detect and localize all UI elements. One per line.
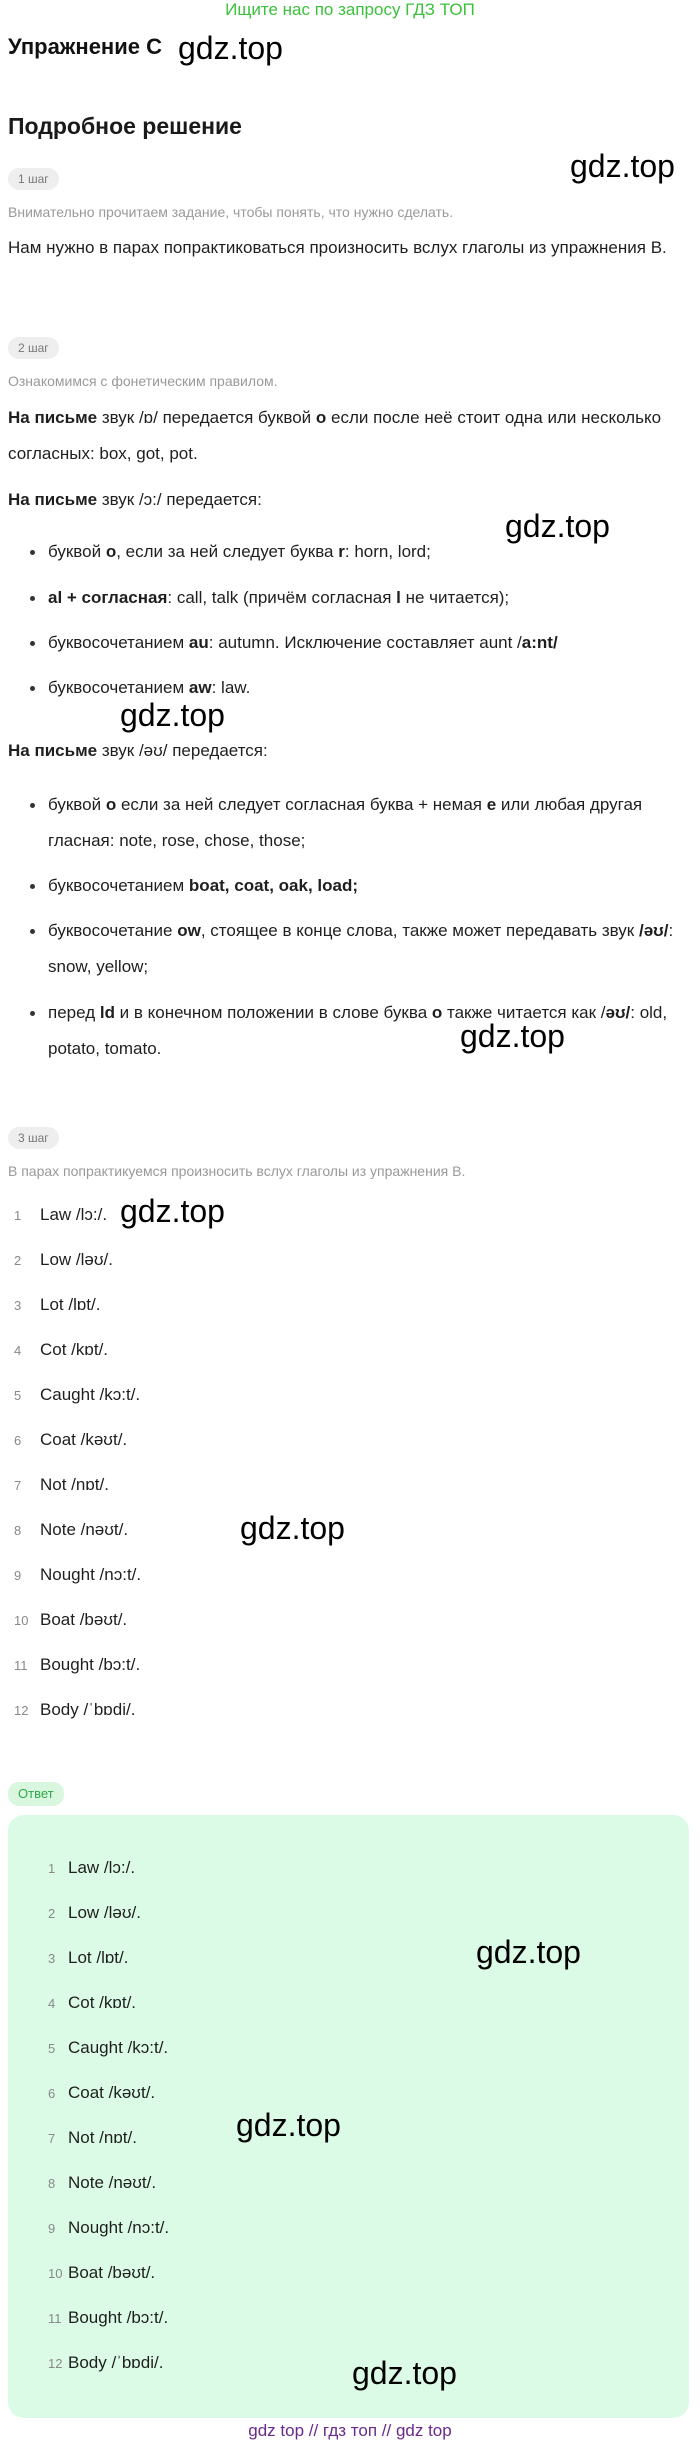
item-number: 6 <box>14 1433 22 1448</box>
item-text: Bought /bɔ:t/. <box>40 1655 141 1674</box>
watermark: gdz.top <box>352 2355 457 2391</box>
rule-paragraph-3 <box>8 733 688 769</box>
item-text: Body /ˈbɒdi/. <box>68 2353 164 2372</box>
item-text: Coat /kəʊt/. <box>68 2083 156 2102</box>
item-number: 2 <box>14 1253 22 1268</box>
bullet-item: буквой o если за ней следует согласная буква + немая e или любая другая гласная: note, rose, chose, those; <box>30 787 690 859</box>
bullet-dot <box>30 550 35 555</box>
list-item <box>14 1473 109 1498</box>
item-number: 12 <box>14 1703 29 1718</box>
footer-links[interactable]: gdz top // гдз топ // gdz top <box>248 2421 452 2440</box>
item-number: 2 <box>48 1906 56 1921</box>
item-text: Nought /nɔ:t/. <box>68 2218 170 2237</box>
rule-bold: На письме <box>8 490 98 509</box>
watermark: gdz.top <box>505 508 610 544</box>
item-number: 3 <box>14 1298 22 1313</box>
bullet-dot <box>30 641 35 646</box>
watermark: gdz.top <box>476 1934 581 1970</box>
item-number: 1 <box>48 1861 56 1876</box>
item-number: 1 <box>14 1208 22 1223</box>
list-item <box>48 2081 155 2106</box>
item-text: Lot /lɒt/. <box>68 1948 129 1967</box>
list-item <box>14 1563 141 1588</box>
item-number: 8 <box>14 1523 22 1538</box>
bullet-dot <box>30 929 35 934</box>
rule-letter: о <box>315 408 327 427</box>
search-banner[interactable]: Ищите нас по запросу ГДЗ ТОП <box>225 0 475 19</box>
list-item <box>48 2351 163 2376</box>
rule-bold: На письме <box>8 408 98 427</box>
rule-paragraph-1 <box>8 400 688 472</box>
list-item <box>14 1248 113 1273</box>
item-text: Low /ləʊ/. <box>68 1903 141 1922</box>
item-text: Lot /lɒt/. <box>40 1295 101 1314</box>
list-item <box>48 2306 168 2331</box>
item-number: 3 <box>48 1951 56 1966</box>
list-item <box>14 1698 135 1723</box>
list-item <box>14 1608 127 1633</box>
item-number: 7 <box>14 1478 22 1493</box>
item-number: 12 <box>48 2356 63 2371</box>
item-text: Law /lɔ:/. <box>68 1858 136 1877</box>
bullet-dot <box>30 1011 35 1016</box>
watermark: gdz.top <box>240 1510 345 1546</box>
list-item <box>48 1991 136 2016</box>
section-title: Подробное решение <box>8 113 242 139</box>
list-item <box>48 2216 169 2241</box>
item-number: 7 <box>48 2131 56 2146</box>
answer-badge: Ответ <box>8 1782 64 1806</box>
bullet-item: al + согласная: call, talk (причём согласная l не читается); <box>30 580 690 616</box>
item-number: 10 <box>14 1613 29 1628</box>
rule-text: звук /ɒ/ передается буквой <box>97 408 316 427</box>
watermark: gdz.top <box>120 1193 225 1229</box>
item-text: Not /nɒt/. <box>40 1475 109 1494</box>
list-item <box>48 2036 168 2061</box>
item-number: 4 <box>48 1996 56 2011</box>
list-item <box>48 2171 156 2196</box>
bullet-dot <box>30 884 35 889</box>
bullet-item: перед ld и в конечном положении в слове буква о также читается как /əʊ/: old, potato, tomato. <box>30 995 690 1067</box>
step-badge-2: 2 шаг <box>8 337 59 359</box>
rule-bold: На письме <box>8 741 98 760</box>
list-item <box>48 1856 135 1881</box>
watermark: gdz.top <box>460 1018 565 1054</box>
item-number: 9 <box>14 1568 22 1583</box>
list-item <box>14 1383 140 1408</box>
item-text: Law /lɔ:/. <box>40 1205 108 1224</box>
bullet-dot <box>30 803 35 808</box>
item-text: Caught /kɔ:t/. <box>68 2038 169 2057</box>
step-text-1: Нам нужно в парах попрактиковаться произносить вслух глаголы из упражнения B. <box>8 238 667 257</box>
list-item <box>14 1428 127 1453</box>
bullet-item: буквосочетанием au: autumn. Исключение составляет aunt /a:nt/ <box>30 625 690 661</box>
item-number: 5 <box>48 2041 56 2056</box>
item-text: Boat /bəʊt/. <box>68 2263 156 2282</box>
bullet-item: буквосочетанием aw: law. <box>30 670 690 706</box>
rule-text: звук /ɔ:/ передается: <box>97 490 262 509</box>
item-text: Nought /nɔ:t/. <box>40 1565 142 1584</box>
item-number: 6 <box>48 2086 56 2101</box>
item-text: Bought /bɔ:t/. <box>68 2308 169 2327</box>
item-number: 11 <box>14 1658 28 1673</box>
list-item <box>48 2261 155 2286</box>
item-number: 8 <box>48 2176 56 2191</box>
step-badge-3: 3 шаг <box>8 1127 59 1149</box>
list-item <box>14 1518 128 1543</box>
rule-text: если после неё стоит одна или несколько согласных: box, got, pot. <box>8 408 662 463</box>
item-text: Boat /bəʊt/. <box>40 1610 128 1629</box>
bullet-item: буквосочетанием boat, coat, oak, load; <box>30 868 690 904</box>
item-text: Note /nəʊt/. <box>40 1520 129 1539</box>
item-number: 5 <box>14 1388 22 1403</box>
item-number: 4 <box>14 1343 22 1358</box>
item-text: Note /nəʊt/. <box>68 2173 157 2192</box>
item-number: 9 <box>48 2221 56 2236</box>
step-badge-1: 1 шаг <box>8 168 59 190</box>
item-number: 10 <box>48 2266 63 2281</box>
item-text: Not /nɒt/. <box>68 2128 137 2147</box>
step-hint-2: Ознакомимся с фонетическим правилом. <box>8 373 278 389</box>
item-number: 11 <box>48 2311 62 2326</box>
list-item <box>48 1901 141 1926</box>
bullet-dot <box>30 596 35 601</box>
item-text: Coat /kəʊt/. <box>40 1430 128 1449</box>
watermark: gdz.top <box>178 30 283 66</box>
list-item <box>48 1946 128 1971</box>
list-item <box>14 1653 140 1678</box>
step-hint-3: В парах попрактикуемся произносить вслух глаголы из упражнения B. <box>8 1163 466 1179</box>
item-text: Cot /kɒt/. <box>68 1993 137 2012</box>
list-item <box>14 1338 108 1363</box>
item-text: Low /ləʊ/. <box>40 1250 113 1269</box>
bullet-dot <box>30 686 35 691</box>
rule-text: звук /əʊ/ передается: <box>97 741 268 760</box>
list-item <box>48 2126 137 2151</box>
list-item <box>14 1293 100 1318</box>
bullet-item: буквой o, если за ней следует буква r: horn, lord; <box>30 534 690 570</box>
step-hint-1: Внимательно прочитаем задание, чтобы понять, что нужно сделать. <box>8 204 454 220</box>
page-title: Упражнение С <box>8 34 162 59</box>
item-text: Cot /kɒt/. <box>40 1340 109 1359</box>
item-text: Body /ˈbɒdi/. <box>40 1700 136 1719</box>
watermark: gdz.top <box>120 697 225 733</box>
watermark: gdz.top <box>236 2107 341 2143</box>
list-item <box>14 1203 107 1228</box>
item-text: Caught /kɔ:t/. <box>40 1385 141 1404</box>
watermark: gdz.top <box>570 148 675 184</box>
bullet-item: буквосочетание ow, стоящее в конце слова, также может передавать звук /əʊ/: snow, yellow; <box>30 913 690 985</box>
